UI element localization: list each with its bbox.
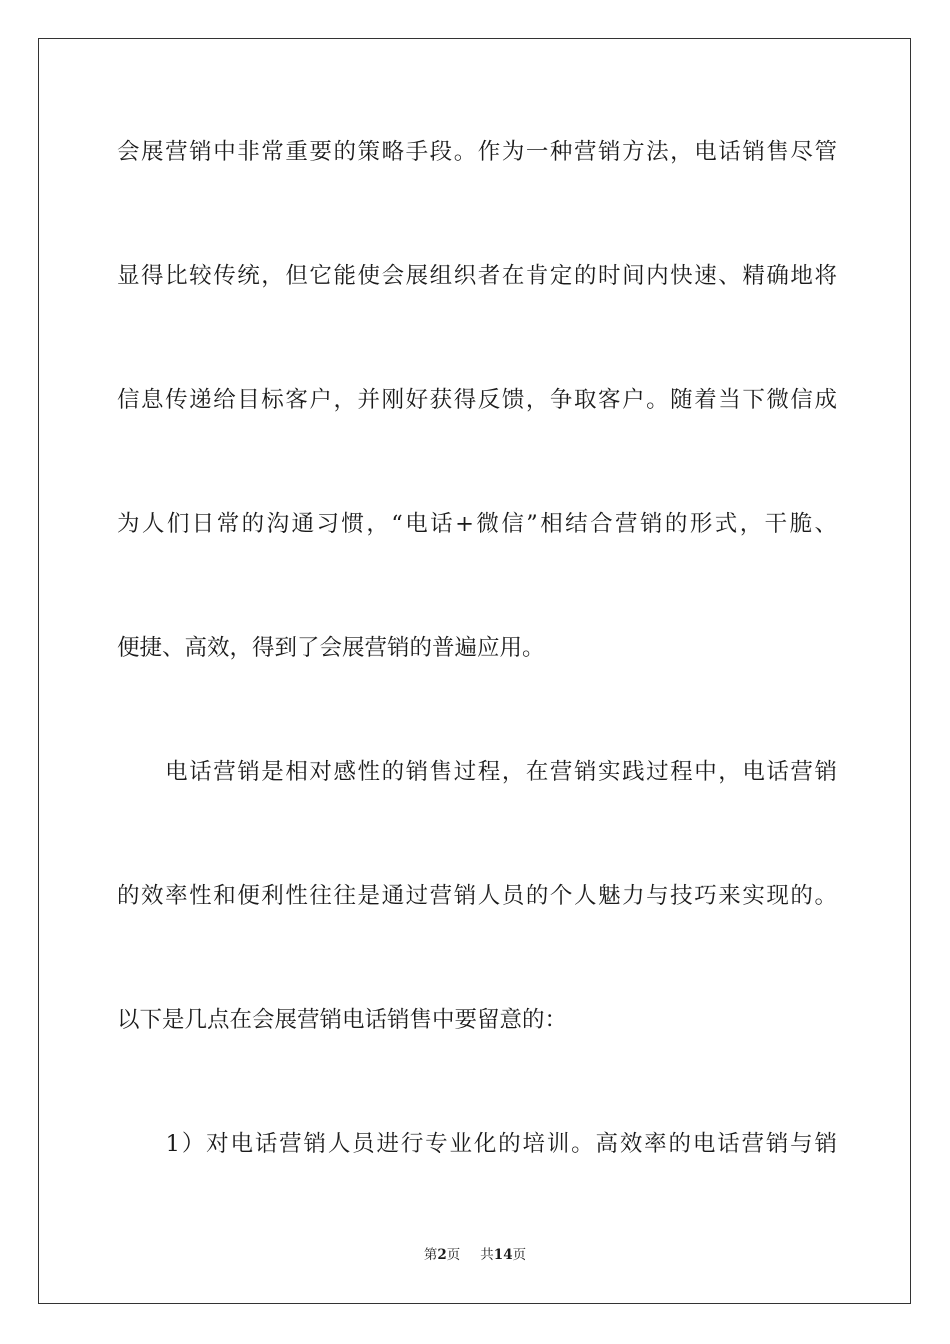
total-suffix: 页 [512,1247,527,1263]
total-pages: 14 [493,1247,513,1263]
text-line-9: 1）对电话营销人员进行专业化的培训。高效率的电话营销与销 [117,1131,837,1157]
page-number: 2 [437,1247,447,1263]
text-line-8: 以下是几点在会展营销电话销售中要留意的： [117,1007,568,1033]
text-line-4: 为人们日常的沟通习惯，“电话+微信”相结合营销的形式，干脆、 [117,511,837,537]
text-line-1: 会展营销中非常重要的策略手段。作为一种营销方法，电话销售尽管 [117,139,837,165]
total-prefix: 共 [480,1247,494,1263]
text-line-2: 显得比较传统，但它能使会展组织者在肯定的时间内快速、精确地将 [117,263,837,289]
page-prefix: 第 [423,1247,438,1263]
page-footer [0,1246,950,1264]
text-line-7: 的效率性和便利性往往是通过营销人员的个人魅力与技巧来实现的。 [117,883,837,909]
page-suffix: 页 [446,1247,461,1263]
page-border [38,38,911,1304]
text-line-5: 便捷、高效，得到了会展营销的普遍应用。 [117,635,545,661]
text-line-6: 电话营销是相对感性的销售过程，在营销实践过程中，电话营销 [117,759,837,785]
text-line-3: 信息传递给目标客户，并刚好获得反馈，争取客户。随着当下微信成 [117,387,837,413]
